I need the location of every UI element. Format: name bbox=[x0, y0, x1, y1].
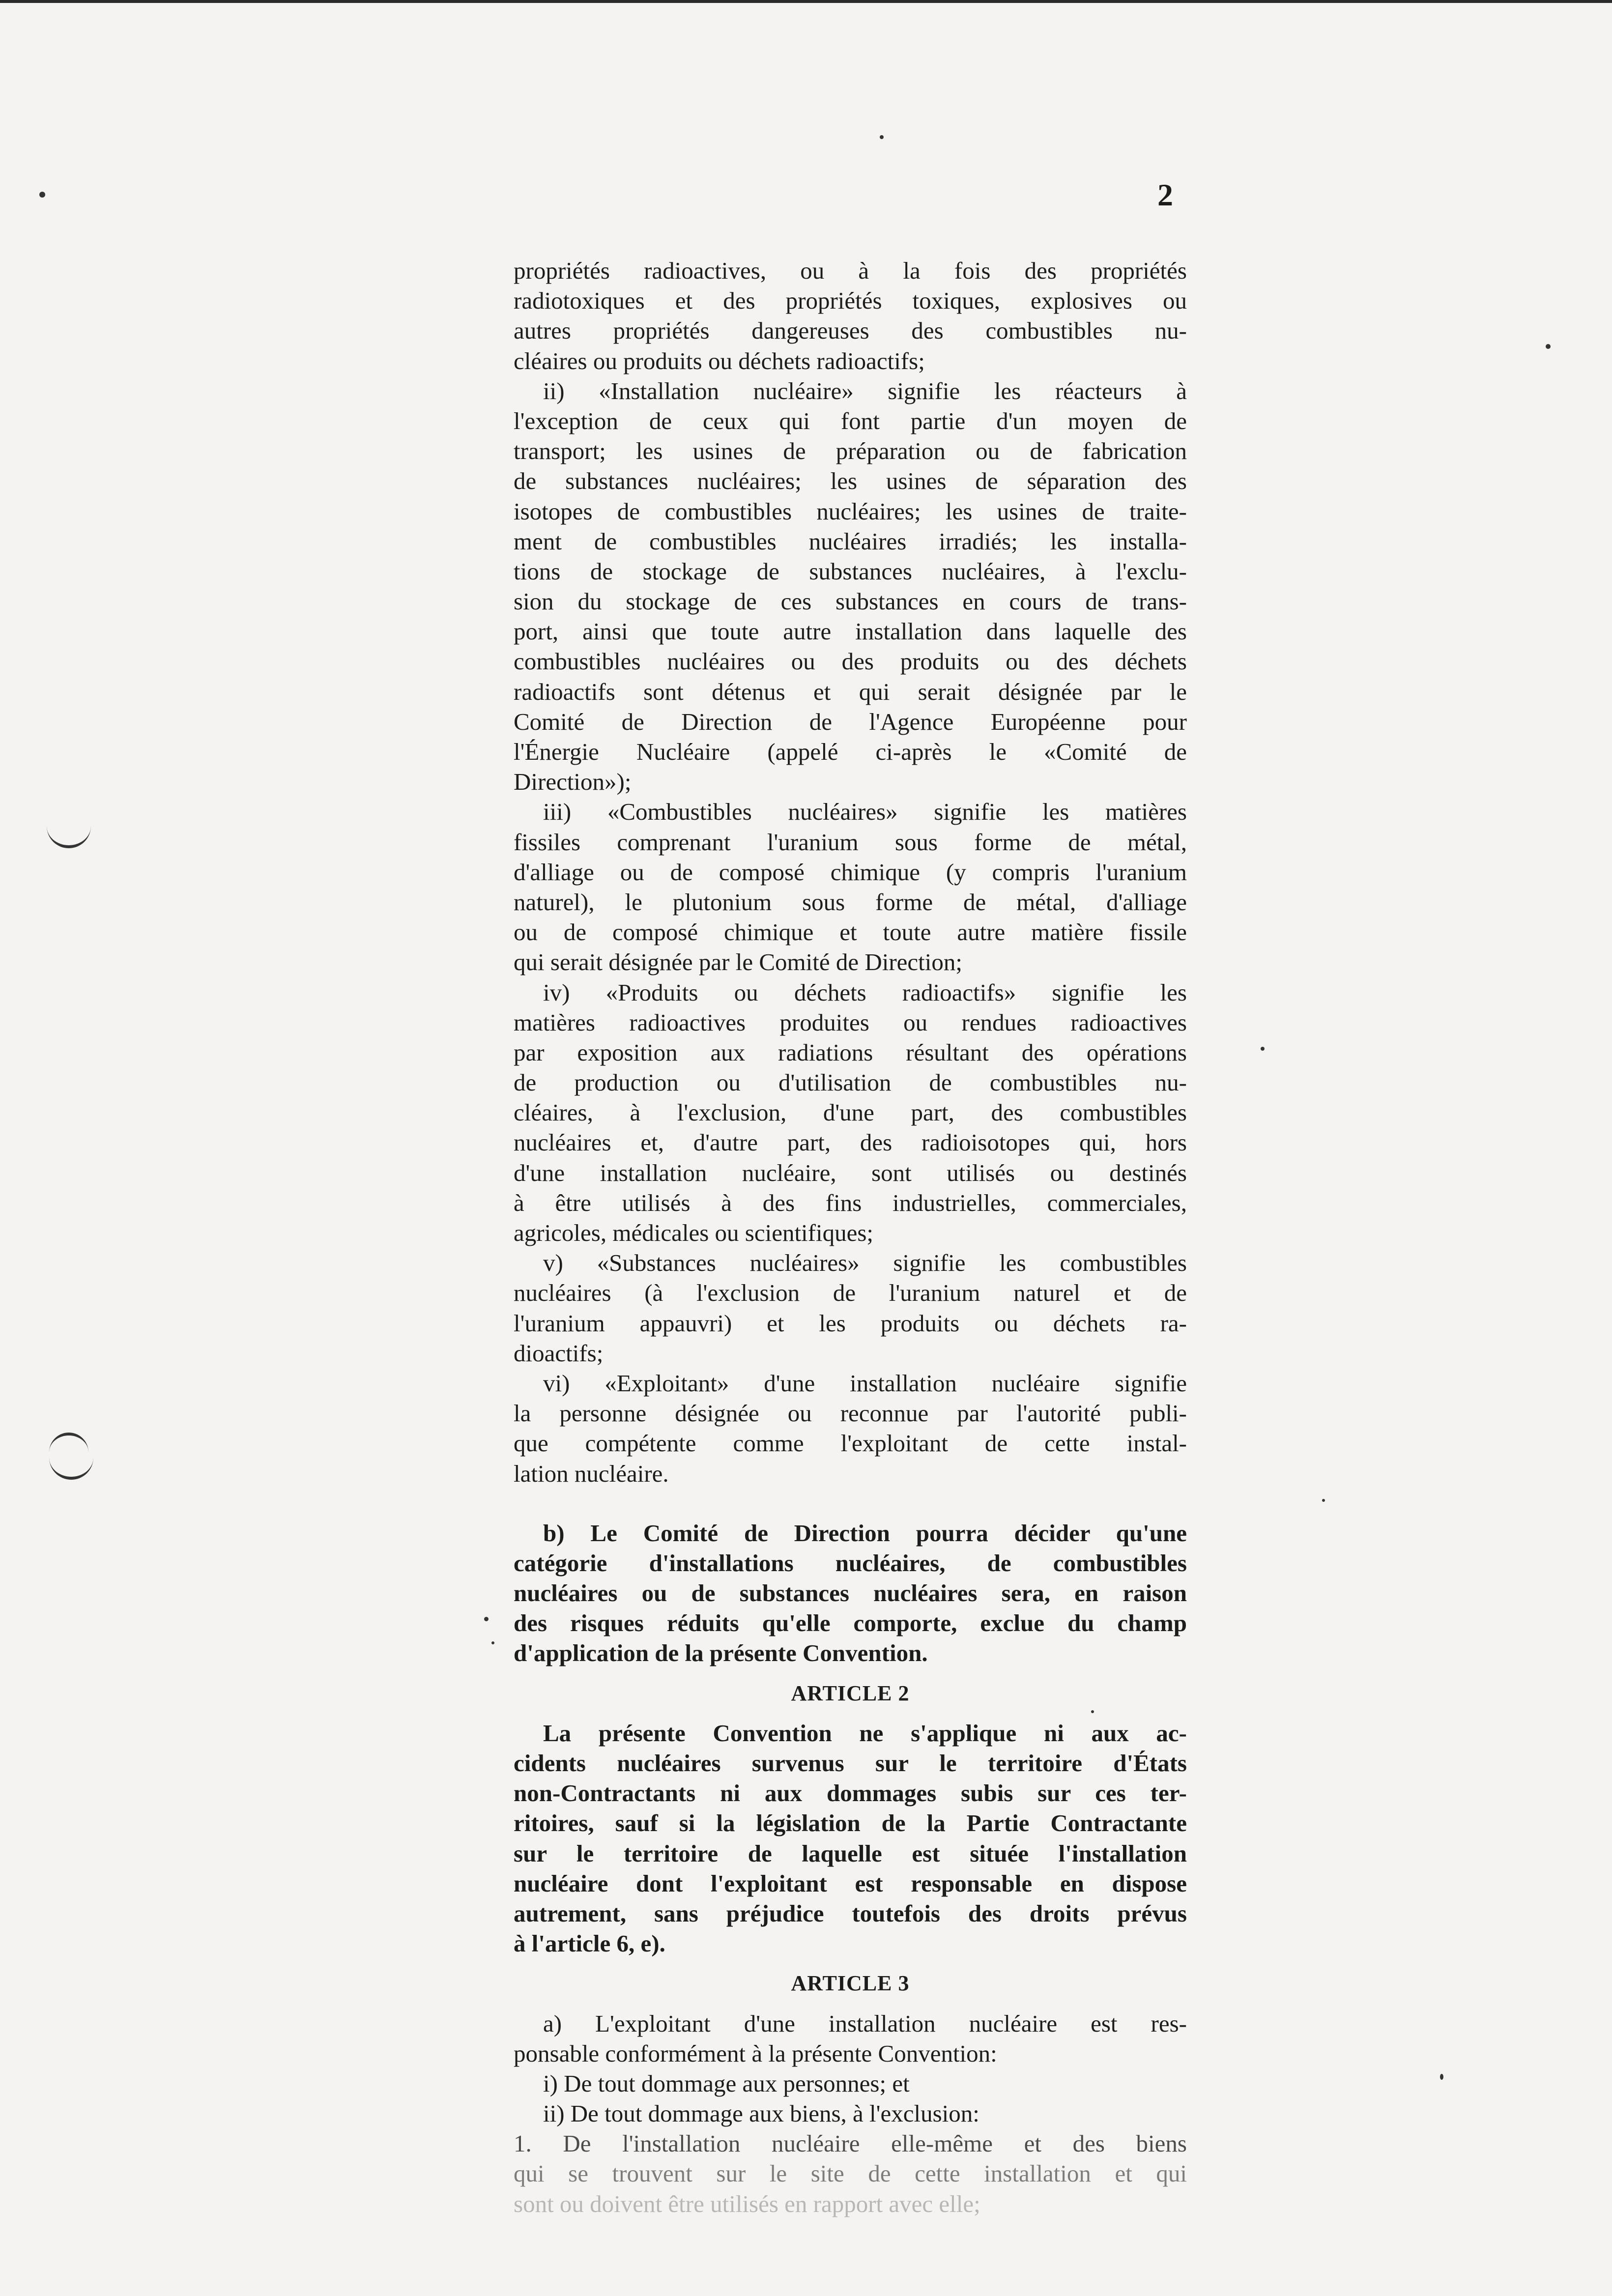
text-line: fissiles comprenant l'uranium sous forme de métal, bbox=[514, 828, 1187, 856]
scan-speck bbox=[1440, 2074, 1443, 2080]
text-line: autres propriétés dangereuses des combustibles nu- bbox=[514, 317, 1187, 344]
article-3-text: a) L'exploitant d'une installation nucléaire est res- bbox=[543, 2009, 1187, 2037]
text-line: la personne désignée ou reconnue par l'autorité publi- bbox=[514, 1400, 1187, 1427]
text-line: autrement, sans préjudice toutefois des droits prévus bbox=[514, 1899, 1187, 1927]
text-line: des risques réduits qu'elle comporte, exclue du champ bbox=[514, 1609, 1187, 1637]
paragraph-b: b) Le Comité de Direction pourra décider qu'une bbox=[543, 1519, 1187, 1547]
scan-speck bbox=[484, 1617, 489, 1621]
scan-speck bbox=[880, 135, 884, 139]
text-line: combustibles nucléaires ou des produits ou des déchets bbox=[514, 648, 1187, 675]
item-i: i) De tout dommage aux personnes; et bbox=[543, 2069, 910, 2097]
text-line: tions de stockage de substances nucléaires, à l'exclu- bbox=[514, 557, 1187, 585]
scan-edge-mark bbox=[49, 1447, 93, 1480]
definition-iv: iv) «Produits ou déchets radioactifs» signifie les bbox=[543, 978, 1187, 1006]
text-line: radiotoxiques et des propriétés toxiques, explosives ou bbox=[514, 287, 1187, 315]
text-line: non-Contractants ni aux dommages subis sur ces ter- bbox=[514, 1779, 1187, 1807]
text-line: par exposition aux radiations résultant des opérations bbox=[514, 1038, 1187, 1066]
text-line: que compétente comme l'exploitant de cette instal- bbox=[514, 1430, 1187, 1457]
text-line: nucléaires ou de substances nucléaires sera, en raison bbox=[514, 1579, 1187, 1607]
text-line: l'uranium appauvri) et les produits ou déchets ra- bbox=[514, 1309, 1187, 1337]
article-2-heading: ARTICLE 2 bbox=[791, 1681, 910, 1705]
scan-edge-mark bbox=[47, 816, 91, 848]
text-line: radioactifs sont détenus et qui serait désignée par le bbox=[514, 678, 1187, 705]
text-line: cléaires ou produits ou déchets radioactifs; bbox=[514, 347, 925, 374]
text-line: ponsable conformément à la présente Convention: bbox=[514, 2039, 997, 2067]
article-3-heading: ARTICLE 3 bbox=[791, 1971, 910, 1996]
text-line: sur le territoire de laquelle est située l'installation bbox=[514, 1839, 1187, 1867]
document-body bbox=[514, 256, 1187, 2219]
text-line: Comité de Direction de l'Agence Européenne pour bbox=[514, 708, 1187, 735]
text-line: dioactifs; bbox=[514, 1339, 604, 1367]
text-line: ritoires, sauf si la législation de la Partie Contractante bbox=[514, 1809, 1187, 1837]
text-line: catégorie d'installations nucléaires, de combustibles bbox=[514, 1549, 1187, 1577]
text-line: de production ou d'utilisation de combustibles nu- bbox=[514, 1069, 1187, 1096]
text-line: qui serait désignée par le Comité de Direction; bbox=[514, 948, 963, 976]
item-1: 1. De l'installation nucléaire elle-même et des biens bbox=[514, 2130, 1187, 2157]
definition-ii: ii) «Installation nucléaire» signifie les réacteurs à bbox=[543, 377, 1187, 404]
text-line: isotopes de combustibles nucléaires; les usines de traite- bbox=[514, 497, 1187, 525]
definition-v: v) «Substances nucléaires» signifie les combustibles bbox=[543, 1249, 1187, 1277]
scan-speck bbox=[1322, 1499, 1325, 1502]
text-line: de substances nucléaires; les usines de séparation des bbox=[514, 467, 1187, 495]
text-line: cléaires, à l'exclusion, d'une part, des combustibles bbox=[514, 1099, 1187, 1126]
text-line: ou de composé chimique et toute autre matière fissile bbox=[514, 918, 1187, 946]
text-line: l'exception de ceux qui font partie d'un moyen de bbox=[514, 407, 1187, 434]
text-line: Direction»); bbox=[514, 768, 632, 796]
text-line: port, ainsi que toute autre installation dans laquelle des bbox=[514, 618, 1187, 645]
text-line: nucléaires et, d'autre part, des radioisotopes qui, hors bbox=[514, 1129, 1187, 1156]
text-line: d'alliage ou de composé chimique (y compris l'uranium bbox=[514, 858, 1187, 886]
article-2-text: La présente Convention ne s'applique ni aux ac- bbox=[543, 1719, 1187, 1747]
text-line: sion du stockage de ces substances en cours de trans- bbox=[514, 588, 1187, 615]
text-line: d'application de la présente Convention. bbox=[514, 1639, 928, 1667]
text-line: nucléaire dont l'exploitant est responsable en dispose bbox=[514, 1869, 1187, 1897]
scan-speck bbox=[1091, 1710, 1094, 1713]
scan-speck bbox=[491, 1641, 494, 1644]
text-line: agricoles, médicales ou scientifiques; bbox=[514, 1219, 874, 1246]
text-line: cidents nucléaires survenus sur le territoire d'États bbox=[514, 1750, 1187, 1777]
text-line: qui se trouvent sur le site de cette installation et qui bbox=[514, 2160, 1187, 2187]
page-number: 2 bbox=[1157, 177, 1173, 212]
text-line: naturel), le plutonium sous forme de métal, d'alliage bbox=[514, 888, 1187, 916]
text-line: matières radioactives produites ou rendues radioactives bbox=[514, 1008, 1187, 1036]
item-ii: ii) De tout dommage aux biens, à l'exclusion: bbox=[543, 2100, 979, 2127]
text-line: lation nucléaire. bbox=[514, 1460, 669, 1487]
text-line: d'une installation nucléaire, sont utilisés ou destinés bbox=[514, 1159, 1187, 1186]
text-line: nucléaires (à l'exclusion de l'uranium naturel et de bbox=[514, 1279, 1187, 1307]
definition-iii: iii) «Combustibles nucléaires» signifie les matières bbox=[543, 798, 1187, 826]
text-line: à l'article 6, e). bbox=[514, 1930, 665, 1957]
top-border-rule bbox=[0, 0, 1612, 3]
definition-vi: vi) «Exploitant» d'une installation nucléaire signifie bbox=[543, 1369, 1187, 1397]
text-line: transport; les usines de préparation ou de fabrication bbox=[514, 437, 1187, 465]
text-line: propriétés radioactives, ou à la fois des propriétés bbox=[514, 257, 1187, 284]
text-line: ment de combustibles nucléaires irradiés; les installa- bbox=[514, 527, 1187, 555]
scan-speck bbox=[39, 192, 45, 198]
scan-speck bbox=[1261, 1047, 1265, 1051]
scan-speck bbox=[1546, 344, 1551, 349]
text-line: à être utilisés à des fins industrielles, commerciales, bbox=[514, 1189, 1187, 1216]
text-line: l'Énergie Nucléaire (appelé ci-après le «Comité de bbox=[514, 738, 1187, 765]
text-line: sont ou doivent être utilisés en rapport avec elle; bbox=[514, 2190, 980, 2217]
